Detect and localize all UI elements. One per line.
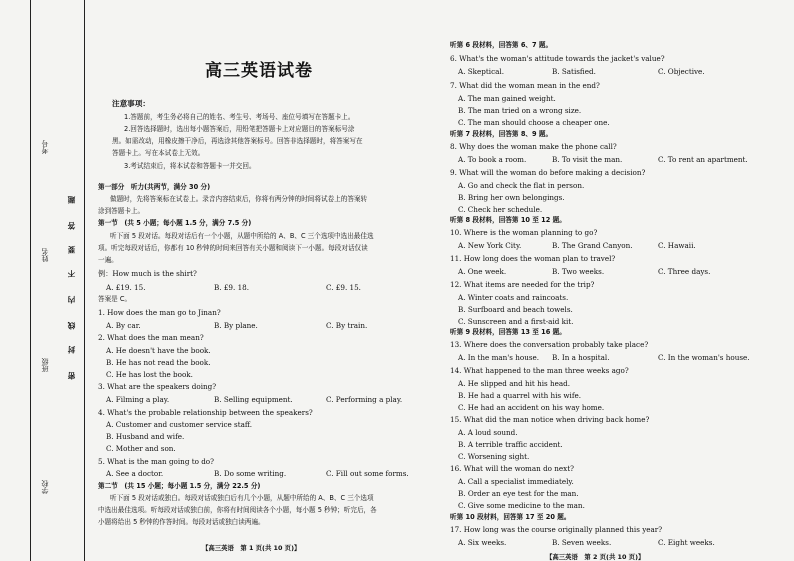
option: B. He had a quarrel with his wife.	[458, 391, 582, 400]
option: B. Seven weeks.	[552, 538, 612, 547]
sec2-direction: 听下面 5 段对话或独白。每段对话或独白后有几个小题，从题中所给的 A、B、C 三个选项	[110, 494, 374, 502]
option: B. The man tried on a wrong size.	[458, 106, 582, 115]
question: 17. How long was the course originally planned this year?	[450, 525, 663, 534]
option: B. Two weeks.	[552, 267, 605, 276]
question: 13. Where does the conversation probably take place?	[450, 340, 649, 349]
option: C. Give some medicine to the man.	[458, 501, 585, 510]
sec2-direction: 中选出最佳选项。听每段对话或独白前，你将有时间阅读各个小题，每小题 5 秒钟；听完后，各	[98, 506, 377, 514]
option: A. Customer and customer service staff.	[106, 420, 253, 429]
question: 11. How long does the woman plan to travel?	[450, 254, 616, 263]
option: B. Surfboard and beach towels.	[458, 305, 573, 314]
seal-char: 题	[67, 196, 76, 204]
option: C. Mother and son.	[106, 444, 176, 453]
option: B. Do some writing.	[214, 469, 287, 478]
footer-left: 【高三英语 第 1 页(共 10 页)】	[202, 544, 301, 552]
name-label: 姓名	[41, 248, 49, 262]
material-heading: 听第 6 段材料，回答第 6、7 题。	[450, 41, 553, 49]
note-line: 答题卡上。写在本试卷上无效。	[112, 149, 205, 157]
option: A. In the man's house.	[458, 353, 540, 362]
part1-intro: 做题时，先将答案标在试卷上。录音内容结束后，你将有两分钟的时间将试卷上的答案转	[110, 195, 368, 203]
option: C. Fill out some forms.	[326, 469, 409, 478]
page-title: 高三英语试卷	[205, 61, 313, 81]
question: 3. What are the speakers doing?	[98, 382, 217, 391]
footer-right: 【高三英语 第 2 页(共 10 页)】	[546, 553, 645, 561]
seal-char: 封	[67, 346, 76, 354]
example-option: A. £19. 15.	[106, 283, 146, 292]
seal-char: 密	[67, 372, 76, 380]
option: C. Eight weeks.	[658, 538, 715, 547]
seal-char: 内	[67, 296, 76, 304]
class-label: 班级	[41, 358, 49, 372]
question: 9. What will the woman do before making a decision?	[450, 168, 646, 177]
sec2-direction: 小题将给出 5 秒钟的作答时间。每段对话或独白读两遍。	[98, 518, 265, 526]
sec2-heading: 第二节 (共 15 小题；每小题 1.5 分，满分 22.5 分)	[98, 482, 261, 490]
sec1-direction: 项。听完每段对话后，你都有 10 秒钟的时间来回答有关小题和阅读下一小题。每段对话仅读	[98, 244, 368, 252]
option: A. By car.	[106, 321, 141, 330]
example-option: B. £9. 18.	[214, 283, 249, 292]
part1-intro: 涂到答题卡上。	[98, 207, 145, 215]
seal-char: 线	[67, 322, 76, 330]
option: B. In a hospital.	[552, 353, 610, 362]
option: B. He has not read the book.	[106, 358, 211, 367]
question: 14. What happened to the man three weeks ago?	[450, 366, 629, 375]
question: 5. What is the man going to do?	[98, 457, 214, 466]
example-question: 例：How much is the shirt?	[98, 269, 197, 278]
option: A. To book a room.	[458, 155, 527, 164]
option: B. Satisfied.	[552, 67, 596, 76]
option: C. Check her schedule.	[458, 205, 543, 214]
option: C. Performing a play.	[326, 395, 403, 404]
option: C. Three days.	[658, 267, 711, 276]
sec1-heading: 第一节 (共 5 小题；每小题 1.5 分，满分 7.5 分)	[98, 219, 252, 227]
option: A. Go and check the flat in person.	[458, 181, 585, 190]
question: 4. What's the probable relationship between the speakers?	[98, 408, 313, 417]
option: C. He had an accident on his way home.	[458, 403, 605, 412]
binding-line-outer	[30, 0, 31, 561]
option: A. A loud sound.	[458, 428, 518, 437]
option: B. Order an eye test for the man.	[458, 489, 579, 498]
question: 6. What's the woman's attitude towards the jacket's value?	[450, 54, 665, 63]
option: B. Selling equipment.	[214, 395, 293, 404]
option: A. One week.	[458, 267, 507, 276]
option: C. Objective.	[658, 67, 705, 76]
seal-char: 不	[67, 270, 76, 278]
option: C. By train.	[326, 321, 368, 330]
option: B. To visit the man.	[552, 155, 623, 164]
option: C. Hawaii.	[658, 241, 696, 250]
part1-heading: 第一部分 听力(共两节，满分 30 分)	[98, 183, 211, 191]
option: B. Husband and wife.	[106, 432, 185, 441]
question: 10. Where is the woman planning to go?	[450, 228, 598, 237]
option: B. By plane.	[214, 321, 258, 330]
note-line: 黑。如需改动，用橡皮擦干净后，再选涂其他答案标号。回答非选择题时，将答案写在	[112, 137, 363, 145]
note-line: 2.回答选择题时，选出每小题答案后，用铅笔把答题卡上对应题目的答案标号涂	[124, 125, 355, 133]
example-answer: 答案是 C。	[98, 295, 132, 303]
option: A. See a doctor.	[106, 469, 164, 478]
option: A. Six weeks.	[458, 538, 507, 547]
option: C. Worsening sight.	[458, 452, 530, 461]
question: 7. What did the woman mean in the end?	[450, 81, 600, 90]
question: 8. Why does the woman make the phone call?	[450, 142, 617, 151]
option: C. Sunscreen and a first-aid kit.	[458, 317, 574, 326]
note-line: 3.考试结束后，将本试卷和答题卡一并交回。	[124, 162, 256, 170]
option: A. Winter coats and raincoats.	[458, 293, 569, 302]
option: A. The man gained weight.	[458, 94, 556, 103]
option: C. To rent an apartment.	[658, 155, 748, 164]
option: A. He slipped and hit his head.	[458, 379, 571, 388]
question: 12. What items are needed for the trip?	[450, 280, 595, 289]
question: 1. How does the man go to Jinan?	[98, 308, 221, 317]
notes-heading: 注意事项：	[112, 99, 150, 108]
sec1-direction: 一遍。	[98, 256, 118, 264]
material-heading: 听第 10 段材料，回答第 17 至 20 题。	[450, 513, 571, 521]
exam-no-label: 考号	[41, 140, 49, 154]
option: C. In the woman's house.	[658, 353, 750, 362]
school-label: 学校	[41, 480, 49, 494]
binding-line-inner	[84, 0, 85, 561]
option: B. Bring her own belongings.	[458, 193, 565, 202]
example-option: C. £9. 15.	[326, 283, 361, 292]
option: C. The man should choose a cheaper one.	[458, 118, 610, 127]
question: 16. What will the woman do next?	[450, 464, 574, 473]
sec1-direction: 听下面 5 段对话。每段对话后有一个小题，从题中所给的 A、B、C 三个选项中选出最佳选	[110, 232, 374, 240]
option: A. He doesn't have the book.	[106, 346, 211, 355]
option: A. New York City.	[458, 241, 522, 250]
option: C. He has lost the book.	[106, 370, 193, 379]
option: B. A terrible traffic accident.	[458, 440, 563, 449]
question: 2. What does the man mean?	[98, 333, 204, 342]
seal-char: 要	[67, 246, 76, 254]
material-heading: 听第 9 段材料，回答第 13 至 16 题。	[450, 328, 566, 336]
option: A. Skeptical.	[458, 67, 504, 76]
option: A. Call a specialist immediately.	[458, 477, 574, 486]
seal-char: 答	[67, 222, 76, 230]
binding-margin	[0, 0, 92, 561]
material-heading: 听第 7 段材料，回答第 8、9 题。	[450, 130, 553, 138]
note-line: 1.答题前，考生务必将自己的姓名、考生号、考场号、座位号填写在答题卡上。	[124, 113, 355, 121]
option: A. Filming a play.	[106, 395, 170, 404]
option: B. The Grand Canyon.	[552, 241, 633, 250]
material-heading: 听第 8 段材料，回答第 10 至 12 题。	[450, 216, 566, 224]
question: 15. What did the man notice when driving back home?	[450, 415, 650, 424]
